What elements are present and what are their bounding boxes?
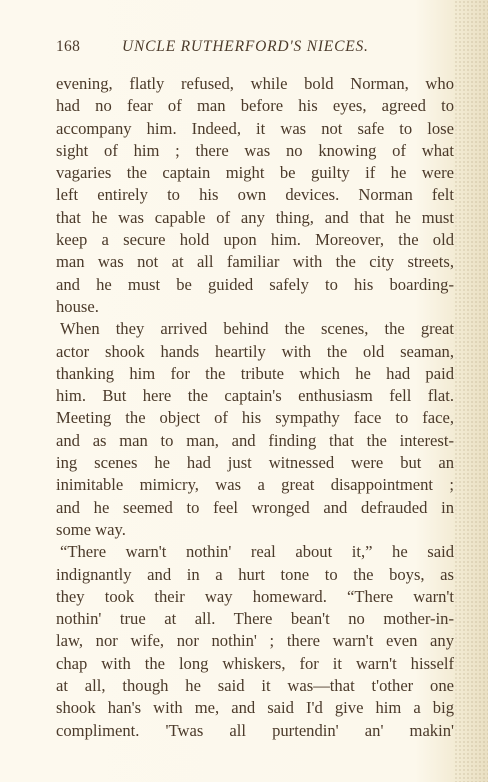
text-line: Meeting the object of his sympathy face to face,	[56, 408, 454, 428]
body-text	[56, 73, 454, 742]
text-line: him. But here the captain's enthusiasm fell flat.	[56, 386, 454, 406]
text-line: left entirely to his own devices. Norman felt	[56, 185, 454, 205]
text-line: evening, flatly refused, while bold Norman, who	[56, 74, 454, 93]
page-header	[56, 36, 456, 58]
text-line: and he must be guided safely to his boarding-	[56, 274, 454, 294]
text-line: vagaries the captain might be guilty if he were	[56, 163, 454, 183]
text-line: keep a secure hold upon him. Moreover, the old	[56, 230, 454, 250]
text-line: actor shook hands heartily with the old seaman,	[56, 341, 454, 361]
text-line: indignantly and in a hurt tone to the boys, as	[56, 564, 454, 584]
text-line: shook han's with me, and said I'd give him a big	[56, 698, 454, 718]
running-title: UNCLE RUTHERFORD'S NIECES.	[122, 38, 369, 55]
text-line: and as man to man, and finding that the interest-	[56, 430, 454, 450]
page-number: 168	[56, 38, 81, 55]
text-line: thanking him for the tribute which he had paid	[56, 363, 454, 383]
text-line: nothin' true at all. There bean't no mother-in-	[56, 609, 454, 629]
text-line: they took their way homeward. “There warn't	[56, 586, 454, 606]
text-line: at all, though he said it was—that t'other one	[56, 676, 454, 696]
text-line: and he seemed to feel wronged and defrauded in	[56, 497, 454, 517]
text-line: that he was capable of any thing, and that he must	[56, 207, 454, 227]
text-line: sight of him ; there was no knowing of what	[56, 140, 454, 160]
paper-edge-texture	[454, 0, 488, 782]
text-line: had no fear of man before his eyes, agreed to	[56, 96, 454, 116]
text-line: man was not at all familiar with the city streets,	[56, 252, 454, 272]
text-line: inimitable mimicry, was a great disappointment ;	[56, 475, 454, 495]
text-line: some way.	[56, 519, 126, 539]
text-line: accompany him. Indeed, it was not safe to lose	[56, 118, 454, 138]
text-line: When they arrived behind the scenes, the great	[60, 319, 454, 339]
text-line: ing scenes he had just witnessed were but an	[56, 453, 454, 473]
text-line: chap with the long whiskers, for it warn't hisself	[56, 653, 454, 673]
text-line: house.	[56, 296, 99, 316]
text-line: “There warn't nothin' real about it,” he said	[60, 542, 454, 562]
text-line: law, nor wife, nor nothin' ; there warn't even any	[56, 631, 454, 651]
text-line: compliment. 'Twas all purtendin' an' makin'	[56, 720, 454, 740]
